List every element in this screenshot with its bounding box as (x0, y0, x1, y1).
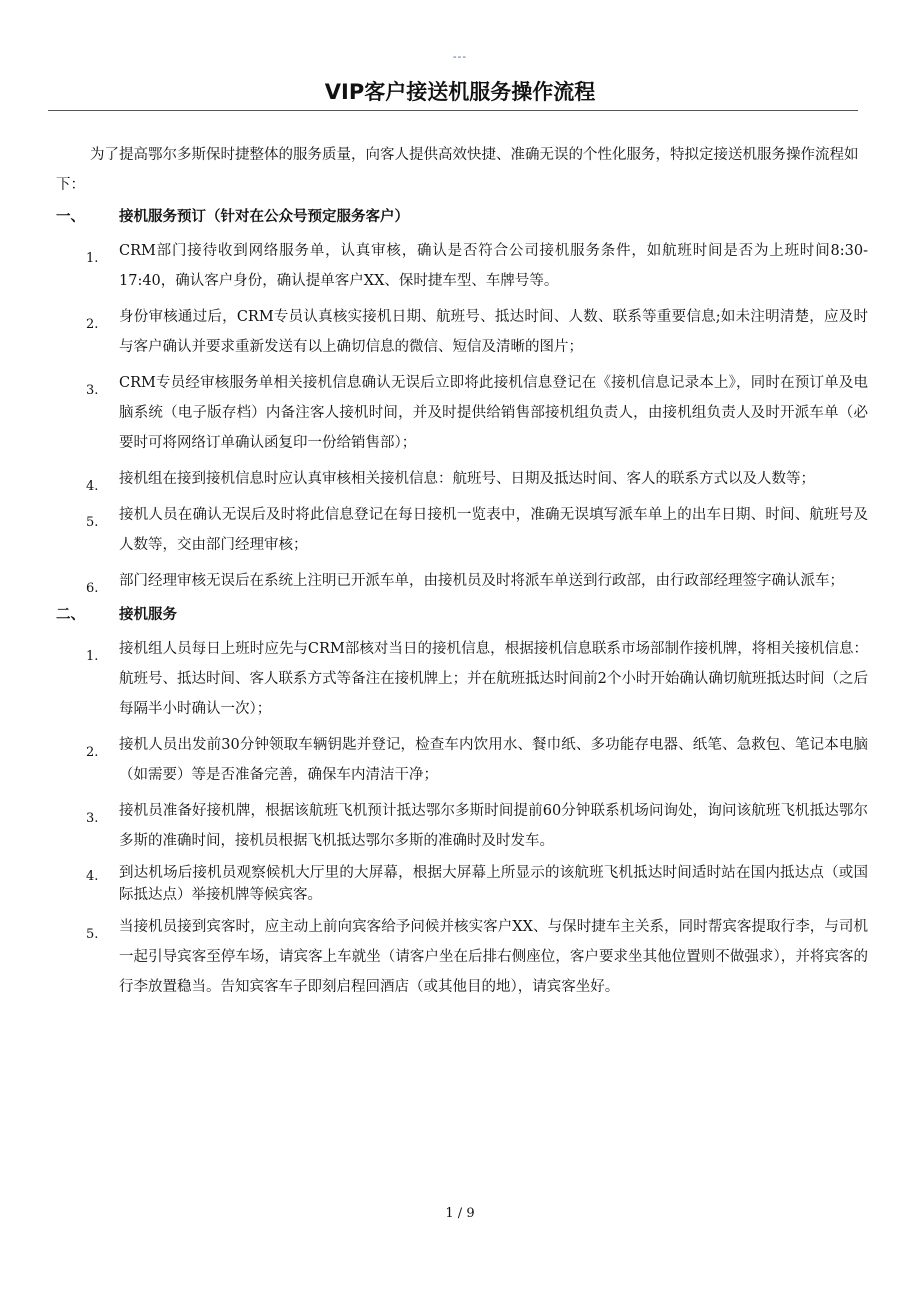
item-number: 5. (86, 515, 99, 530)
item-text: 接机员准备好接机牌，根据该航班飞机预计抵达鄂尔多斯时间提前60分钟联系机场问询处，询问该航班飞机抵达鄂尔多斯的准确时间，接机员根据飞机抵达鄂尔多斯的准确时及时发车。 (119, 803, 868, 849)
list-item (56, 302, 868, 362)
document-body (56, 140, 868, 1008)
list-item (56, 464, 868, 494)
item-number: 3. (86, 383, 99, 398)
item-text: CRM部门接待收到网络服务单，认真审核，确认是否符合公司接机服务条件，如航班时间是否为上班时间8:30-17:40，确认客户身份，确认提单客户XX、保时捷车型、车牌号等。 (119, 243, 868, 289)
item-text: 接机组人员每日上班时应先与CRM部核对当日的接机信息，根据接机信息联系市场部制作接机牌，将相关接机信息：航班号、抵达时间、客人联系方式等备注在接机牌上；并在航班抵达时间前2个小时开始确认确切航班抵达时间（之后每隔半小时确认一次）； (119, 641, 868, 717)
item-number: 6. (86, 581, 99, 596)
section-heading (56, 204, 868, 230)
section-title: 接机服务预订（针对在公众号预定服务客户） (119, 209, 409, 225)
item-text: 到达机场后接机员观察候机大厅里的大屏幕，根据大屏幕上所显示的该航班飞机抵达时间适时站在国内抵达点（或国际抵达点）举接机牌等候宾客。 (119, 865, 868, 903)
item-number: 2. (86, 745, 99, 760)
list-item (56, 236, 868, 296)
list-item (56, 862, 868, 906)
page-number: 1 / 9 (445, 1206, 475, 1221)
item-number: 5. (86, 927, 99, 942)
section-number: 一、 (56, 209, 85, 225)
item-number: 1. (86, 649, 99, 664)
item-text: CRM专员经审核服务单相关接机信息确认无误后立即将此接机信息登记在《接机信息记录本上》，同时在预订单及电脑系统（电子版存档）内备注客人接机时间，并及时提供给销售部接机组负责人，由接机组负责人及时开派车单（必要时可将网络订单确认函复印一份给销售部）； (119, 375, 868, 451)
list-item (56, 566, 868, 596)
document-title: VIP客户接送机服务操作流程 (324, 80, 596, 104)
item-text: 当接机员接到宾客时，应主动上前向宾客给予问候并核实客户XX、与保时捷车主关系，同时帮宾客提取行李，与司机一起引导宾客至停车场，请宾客上车就坐（请客户坐在后排右侧座位，客户要求坐其他位置则不做强求），并将宾客的行李放置稳当。告知宾客车子即刻启程回酒店（或其他目的地），请宾客坐好。 (119, 919, 868, 995)
item-number: 4. (86, 479, 99, 494)
item-text: 接机人员出发前30分钟领取车辆钥匙并登记，检查车内饮用水、餐巾纸、多功能存电器、纸笔、急救包、笔记本电脑（如需要）等是否准备完善，确保车内清洁干净； (119, 737, 868, 783)
item-number: 3. (86, 811, 99, 826)
section-title: 接机服务 (119, 607, 177, 623)
section-number: 二、 (56, 607, 85, 623)
item-number: 1. (86, 251, 99, 266)
list-item (56, 368, 868, 458)
item-text: 身份审核通过后，CRM专员认真核实接机日期、航班号、抵达时间、人数、联系等重要信息;如未注明清楚，应及时与客户确认并要求重新发送有以上确切信息的微信、短信及清晰的图片； (119, 309, 868, 355)
header-mark: --- (452, 50, 468, 63)
item-text: 接机人员在确认无误后及时将此信息登记在每日接机一览表中，准确无误填写派车单上的出车日期、时间、航班号及人数等，交由部门经理审核； (119, 507, 868, 553)
item-number: 2. (86, 317, 99, 332)
intro-paragraph: 为了提高鄂尔多斯保时捷整体的服务质量，向客人提供高效快捷、准确无误的个性化服务，特拟定接送机服务操作流程如下： (56, 147, 859, 193)
list-item (56, 796, 868, 856)
list-item (56, 500, 868, 560)
list-item (56, 634, 868, 724)
item-text: 接机组在接到接机信息时应认真审核相关接机信息：航班号、日期及抵达时间、客人的联系方式以及人数等； (119, 471, 815, 487)
list-item (56, 912, 868, 1002)
list-item (56, 730, 868, 790)
item-number: 4. (86, 869, 99, 884)
title-divider (48, 110, 858, 111)
section-heading (56, 602, 868, 628)
item-text: 部门经理审核无误后在系统上注明已开派车单，由接机员及时将派车单送到行政部，由行政部经理签字确认派车； (119, 573, 844, 589)
